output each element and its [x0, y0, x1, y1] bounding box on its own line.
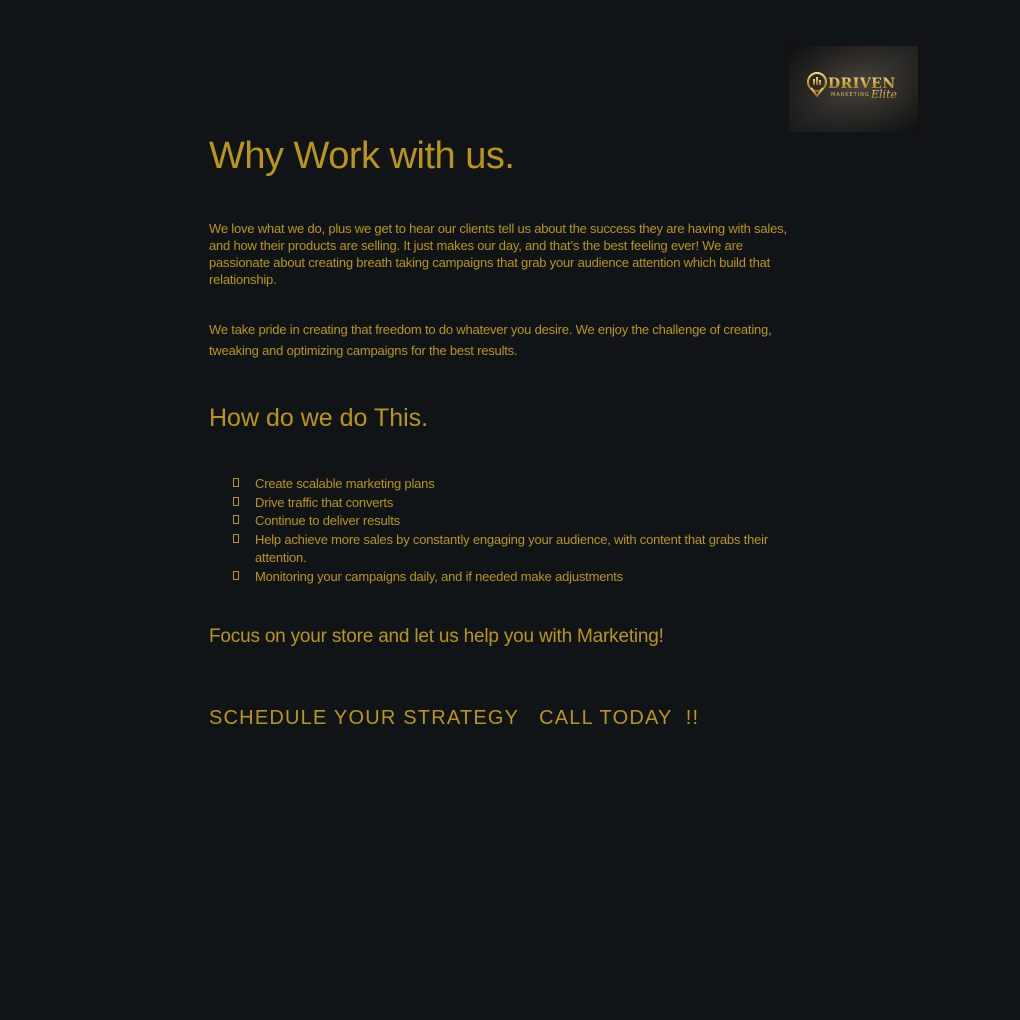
services-list: [233, 475, 803, 586]
focus-tagline: Focus on your store and let us help you with Marketing!: [209, 626, 664, 647]
list-item: [233, 494, 803, 513]
page-title: Why Work with us.: [209, 135, 515, 177]
brand-logo: [789, 46, 918, 132]
driven-marketing-elite-logo: [789, 46, 918, 132]
list-item-text: Continue to deliver results: [255, 513, 400, 528]
checkbox-bullet-icon: [233, 571, 239, 580]
list-item: [233, 531, 803, 568]
pride-paragraph: We take pride in creating that freedom to do whatever you desire. We enjoy the challenge of creating, tweaking and optimizing campaigns for the best results.: [209, 322, 772, 358]
list-item-text: Drive traffic that converts: [255, 494, 394, 510]
checkbox-bullet-icon: [233, 478, 239, 487]
list-item: [233, 568, 803, 587]
section-subtitle: How do we do This.: [209, 404, 429, 432]
list-item-text: Create scalable marketing plans: [255, 476, 435, 491]
intro-paragraph: We love what we do, plus we get to hear our clients tell us about the success they are having with sales, and how their products are selling. It just makes our day, and that’s the best feeling ever! We are passionate about creating breath taking campaigns that grab your audience attention which build that relationship.: [209, 221, 787, 287]
list-item: [233, 512, 803, 531]
logo-sub-text: MARKETING: [831, 92, 870, 98]
list-item-text: Help achieve more sales by constantly engaging your audience, with content that grabs their attention.: [255, 531, 768, 565]
checkbox-bullet-icon: [233, 534, 239, 543]
schedule-call-link[interactable]: SCHEDULE YOUR STRATEGY CALL TODAY !!: [209, 707, 700, 729]
logo-script-text: Elite: [871, 88, 897, 101]
checkbox-bullet-icon: [233, 497, 239, 506]
list-item: [233, 475, 803, 494]
logo-brand-text: DRIVEN: [828, 76, 896, 92]
checkbox-bullet-icon: [233, 515, 239, 524]
list-item-text: Monitoring your campaigns daily, and if needed make adjustments: [255, 568, 623, 584]
